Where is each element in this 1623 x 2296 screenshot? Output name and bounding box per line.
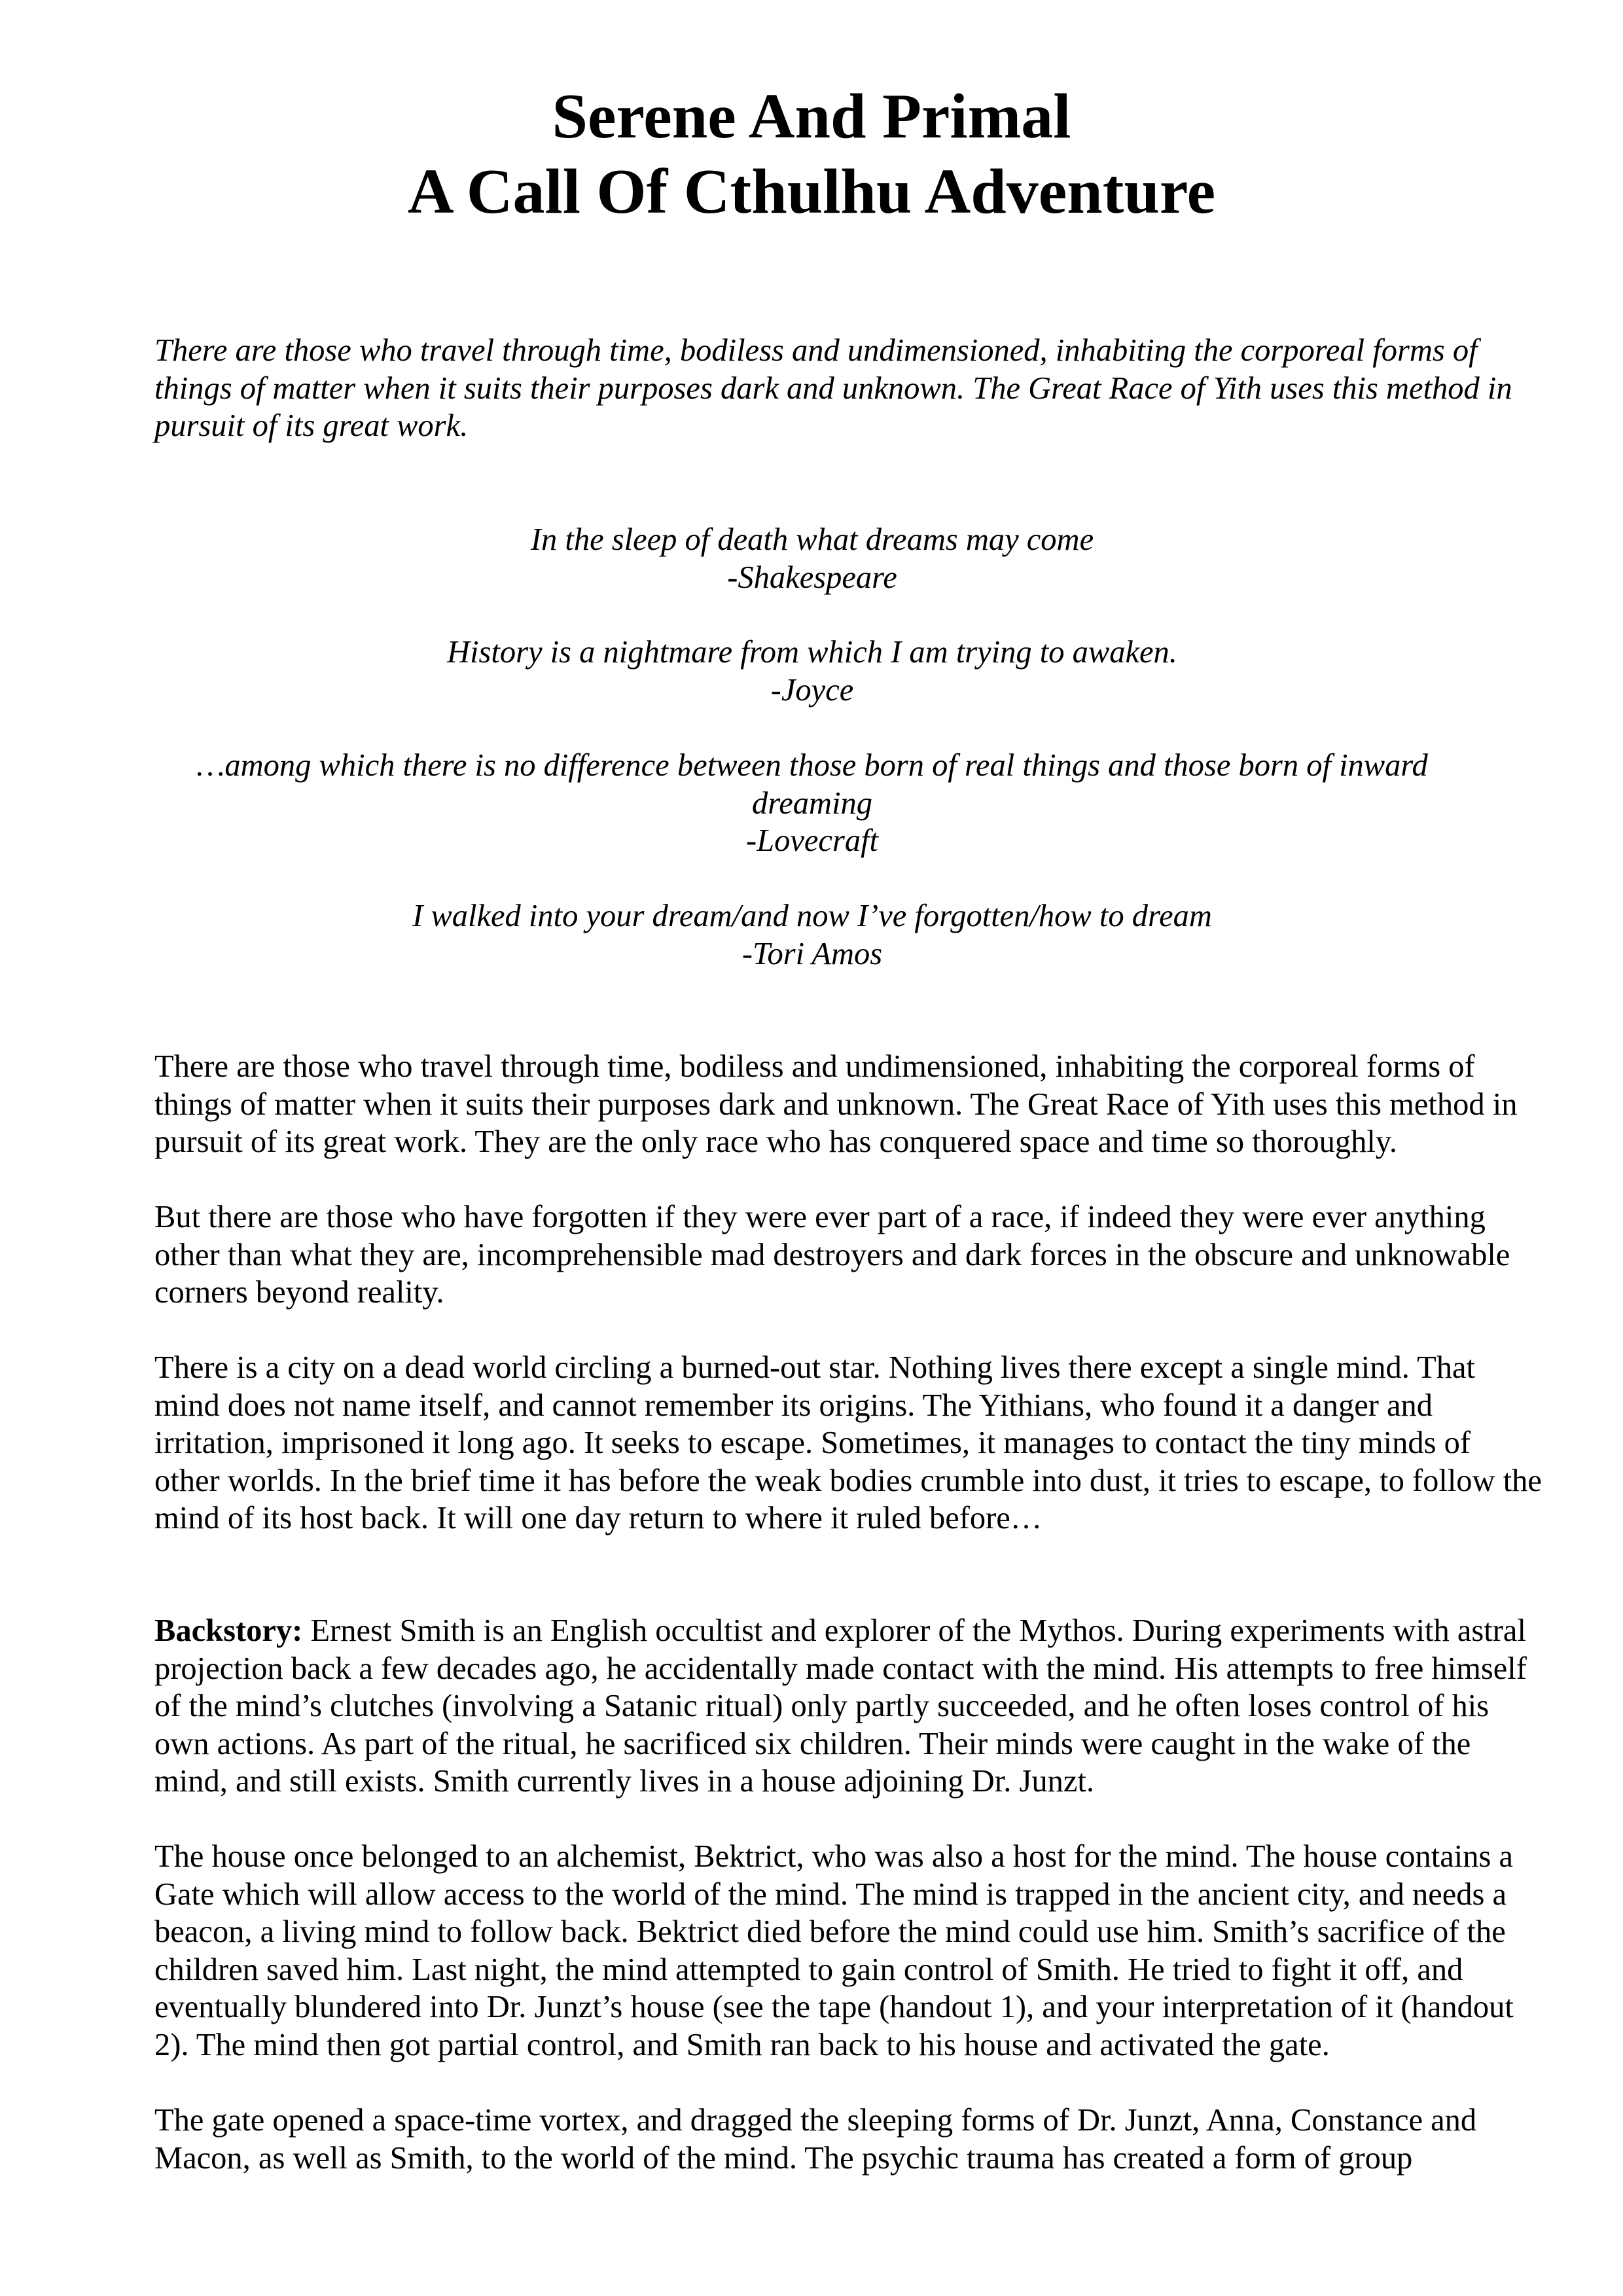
quote-block: [154, 521, 1470, 596]
body-paragraph: The house once belonged to an alchemist, Bektrict, who was also a host for the mind. The house contains a Gate which will allow access to the world of the mind. The mind is trapped in the ancient city, and needs a beacon, a living mind to follow back. Bektrict died before the mind could use him. Smith’s sacrifice of the children saved him. Last night, the mind attempted to gain control of Smith. He tried to fight it off, and eventually blundered into Dr. Junzt’s house (see the tape (handout 1), and your interpretation of it (handout 2). The mind then got partial control, and Smith ran back to his house and activated the gate.: [154, 1839, 1514, 2062]
body-paragraph: The gate opened a space-time vortex, and dragged the sleeping forms of Dr. Junzt, Anna, Constance and Macon, as well as Smith, to the world of the mind. The psychic trauma has created a form of group: [154, 2103, 1477, 2176]
quote-attribution: -Lovecraft: [745, 823, 879, 858]
backstory-label: Backstory:: [154, 1613, 303, 1648]
quote-block: [154, 747, 1470, 860]
intro-epigraph: There are those who travel through time, bodiless and undimensioned, inhabiting the corporeal forms of things of matter when it suits their purposes dark and unknown. The Great Race of Yith uses this method in pursuit of its great work.: [154, 333, 1512, 443]
quote-text: In the sleep of death what dreams may come: [530, 522, 1094, 557]
backstory-paragraph: [154, 1612, 1535, 1801]
body-paragraph: There are those who travel through time, bodiless and undimensioned, inhabiting the corporeal forms of things of matter when it suits their purposes dark and unknown. The Great Race of Yith uses this method in pursuit of its great work. They are the only race who has conquered space and time so thoroughly.: [154, 1049, 1518, 1159]
backstory-text: Ernest Smith is an English occultist and explorer of the Mythos. During experiments with astral projection back a few decades ago, he accidentally made contact with the mind. His attempts to free himself of the mind’s clutches (involving a Satanic ritual) only partly succeeded, and he often loses control of his own actions. As part of the ritual, he sacrificed six children. Their minds were caught in the wake of the mind, and still exists. Smith currently lives in a house adjoining Dr. Junzt.: [154, 1613, 1527, 1799]
quote-block: [154, 897, 1470, 973]
body-paragraph: There is a city on a dead world circling a burned-out star. Nothing lives there except a single mind. That mind does not name itself, and cannot remember its origins. The Yithians, who found it a danger and irritation, imprisoned it long ago. It seeks to escape. Sometimes, it manages to contact the tiny minds of other worlds. In the brief time it has before the weak bodies crumble into dust, it tries to escape, to follow the mind of its host back. It will one day return to where it ruled before…: [154, 1350, 1542, 1535]
quote-attribution: -Shakespeare: [727, 560, 897, 595]
quote-text: …among which there is no difference between those born of real things and those born of inward dreaming: [196, 748, 1428, 821]
quote-attribution: -Joyce: [770, 672, 854, 708]
body-paragraph: But there are those who have forgotten if they were ever part of a race, if indeed they were ever anything other than what they are, incomprehensible mad destroyers and dark forces in the obscure and unknowable corners beyond reality.: [154, 1200, 1510, 1310]
quote-text: I walked into your dream/and now I’ve forgotten/how to dream: [412, 899, 1212, 933]
title-line-1: Serene And Primal: [552, 81, 1071, 152]
title-line-2: A Call Of Cthulhu Adventure: [407, 156, 1216, 227]
quote-block: [154, 634, 1470, 709]
quote-text: History is a nightmare from which I am trying to awaken.: [447, 635, 1177, 670]
quote-attribution: -Tori Amos: [741, 936, 883, 971]
